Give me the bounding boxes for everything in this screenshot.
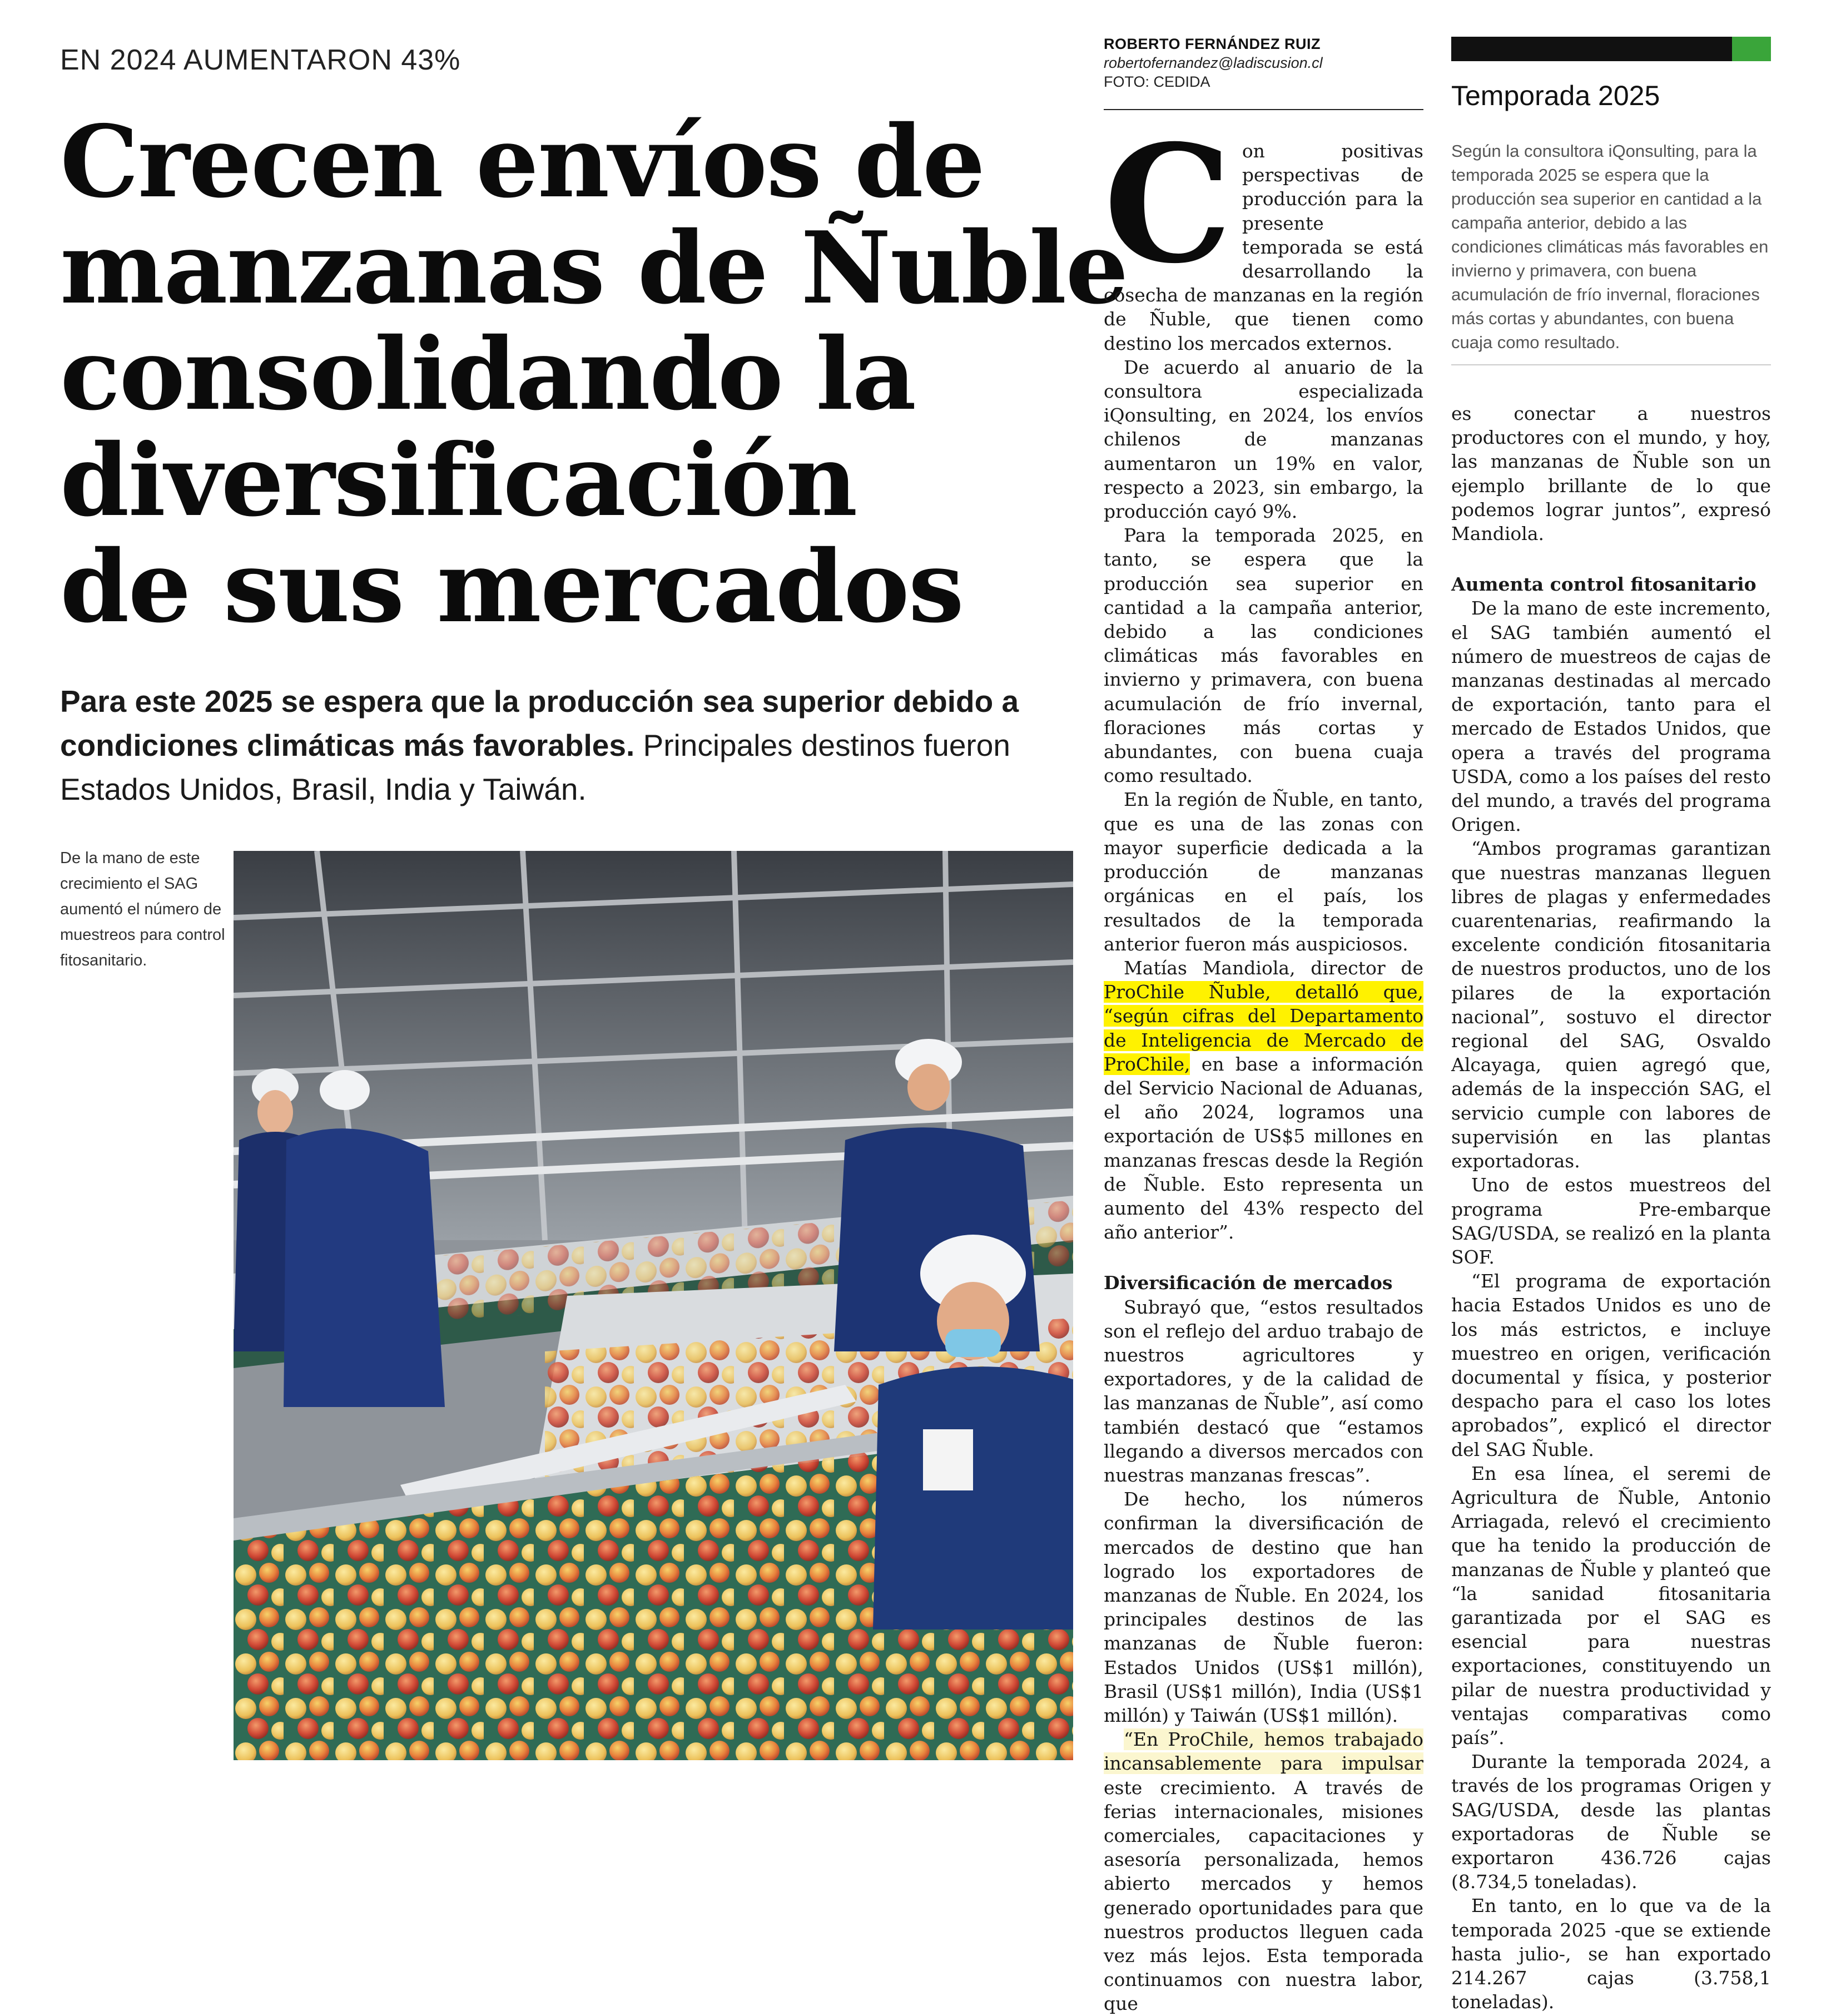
drop-cap: C [1104,110,1232,299]
body-column-2 [1451,402,1771,2014]
lead-paragraph: Con positivas perspectivas de producción para la presente temporada se está desarrollando la cosecha de manzanas en la región de Ñuble, que tienen como destino los mercados externos. [1104,110,1423,354]
body-paragraph: De hecho, los números confirman la diversificación de mercados de destino que han logrado los exportadores de manzanas de Ñuble. En 2024, los principales destinos de las manzanas de Ñuble fueron: Estados Unidos (US$1 millón), Brasil (US$1 millón), India (US$1 millón) y Taiwán (US$1 millón). [1104,1488,1423,1726]
deck-bold: Para este 2025 se espera que la producción sea superior debido a condiciones climáticas más favorables. [60,684,1019,762]
subheading-diversificacion: Diversificación de mercados [1104,1272,1393,1294]
headline-line: manzanas de Ñuble [60,210,1128,326]
author-name: ROBERTO FERNÁNDEZ RUIZ [1104,36,1321,52]
article-deck [60,680,1050,811]
author-email: robertofernandez@ladiscusion.cl [1104,55,1323,71]
headline-line: Crecen envíos de [60,103,985,220]
deck-regular: Principales destinos fueron Estados Unidos, Brasil, India y Taiwán. [60,728,1010,806]
body-paragraph: “En ProChile, hemos trabajado incansablemente para impulsar este crecimiento. A través de ferias internacionales, misiones comerciales, capacitaciones y asesoría personalizada, hemos abierto mercados y hemos generado oportunidades para que nuestros productos lleguen cada vez más lejos. Esta temporada continuamos con nuestra labor, que [1104,1728,1423,2015]
body-paragraph: De la mano de este incremento, el SAG también aumentó el número de muestreos de cajas de manzanas destinadas al mercado de exportación, tanto para el mercado de Estados Unidos, que opera a través del programa USDA, como a los países del resto del mundo, a través del programa Origen. [1451,597,1771,836]
headline-line: de sus mercados [60,528,963,645]
sidebar-accent [1732,37,1771,61]
body-paragraph: Para la temporada 2025, en tanto, se espera que la producción sea superior en cantidad a la campaña anterior, debido a las condiciones climáticas más favorables en invierno y primavera, con buena acumulación de frío invernal, floraciones más cortas y abundantes, con buena cuaja como resultado. [1104,524,1423,787]
body-paragraph: Matías Mandiola, director de ProChile Ñuble, detalló que, “según cifras del Departamento de Inteligencia de Mercado de ProChile, en base a información del Servicio Nacional de Aduanas, el año 2024, logramos una exportación de US$5 millones en manzanas frescas desde la Región de Ñuble. Esto representa un aumento del 43% respecto del año anterior”. [1104,957,1423,1244]
sidebar-rule [1451,364,1771,365]
photo-caption: De la mano de este crecimiento el SAG aumentó el número de muestreos para control fitosanitario. [60,849,225,969]
highlighted-quote: “En ProChile, hemos trabajado incansablemente para impulsar [1104,1728,1423,1775]
body-paragraph: “El programa de exportación hacia Estados Unidos es uno de los más estrictos, e incluye muestreo en origen, verificación documental y física, y posterior despacho para el caso los lotes aprobados”, explicó el director del SAG Ñuble. [1451,1270,1771,1460]
packing-line-illustration [234,851,1073,1760]
body-paragraph: De acuerdo al anuario de la consultora especializada iQonsulting, en 2024, los envíos chilenos de manzanas aumentaron un 19% en valor, respecto a 2023, sin embargo, la producción cayó 9%. [1104,356,1423,523]
body-paragraph: Uno de estos muestreos del programa Pre-embarque SAG/USDA, se realizó en la planta SOF. [1451,1174,1771,1268]
byline [1104,34,1423,91]
headline-line: consolidando la [60,316,916,432]
subheading-fitosanitario: Aumenta control fitosanitario [1451,573,1756,596]
article-kicker: EN 2024 AUMENTARON 43% [60,44,461,76]
body-paragraph: Durante la temporada 2024, a través de los programas Origen y SAG/USDA, desde las plantas exportadoras de Ñuble se exportaron 436.726 cajas (8.734,5 toneladas). [1451,1751,1771,1893]
sidebar-title: Temporada 2025 [1451,80,1660,111]
sidebar-body: Según la consultora iQonsulting, para la temporada 2025 se espera que la producción sea superior en cantidad a la campaña anterior, debido a las condiciones climáticas más favorables en invierno y primavera, con buena acumulación de frío invernal, floraciones más cortas y abundantes, con buena cuaja como resultado. [1451,141,1769,352]
photo-credit: FOTO: CEDIDA [1104,73,1210,90]
body-paragraph: En esa línea, el seremi de Agricultura de Ñuble, Antonio Arriagada, relevó el crecimiento que ha tenido la producción de manzanas de Ñuble y planteó que “la sanidad fitosanitaria garantizada por el SAG es esencial para nuestras exportaciones, constituyendo un pilar de nuestra productividad y ventajas comparativas como país”. [1451,1462,1771,1748]
sidebar-bar [1451,37,1732,61]
body-column-1 [1104,110,1423,2016]
body-paragraph: En tanto, en lo que va de la temporada 2025 -que se extiende hasta julio-, se han exportado 214.267 cajas (3.758,1 toneladas). [1451,1895,1771,2013]
body-paragraph: es conectar a nuestros productores con el mundo, y hoy, las manzanas de Ñuble son un ejemplo brillante de lo que podemos lograr juntos”, expresó Mandiola. [1451,403,1771,545]
article-photo [234,851,1073,1760]
body-paragraph: “Ambos programas garantizan que nuestras manzanas lleguen libres de plagas y enfermedades cuarentenarias, reafirmando la excelente condición fitosanitaria de nuestros productos, uno de los pilares de la exportación nacional”, sostuvo el director regional del SAG, Osvaldo Alcayaga, quien agregó que, además de la inspección SAG, el servicio cumple con labores de supervisión en las plantas exportadoras. [1451,838,1771,1172]
highlighted-quote: ProChile Ñuble, detalló que, “según cifras del Departamento de Inteligencia de Mercado de ProChile, [1104,981,1423,1075]
article-headline [60,103,1128,645]
headline-line: diversificación [60,422,857,538]
body-paragraph: En la región de Ñuble, en tanto, que es una de las zonas con mayor superficie dedicada a la producción de manzanas orgánicas en el país, los resultados de la temporada anterior fueron más auspiciosos. [1104,789,1423,955]
body-paragraph: Subrayó que, “estos resultados son el reflejo del arduo trabajo de nuestros agricultores y exportadores, y de la calidad de las manzanas de Ñuble”, así como también destacó que “estamos llegando a diversos mercados con nuestras manzanas frescas”. [1104,1296,1423,1486]
